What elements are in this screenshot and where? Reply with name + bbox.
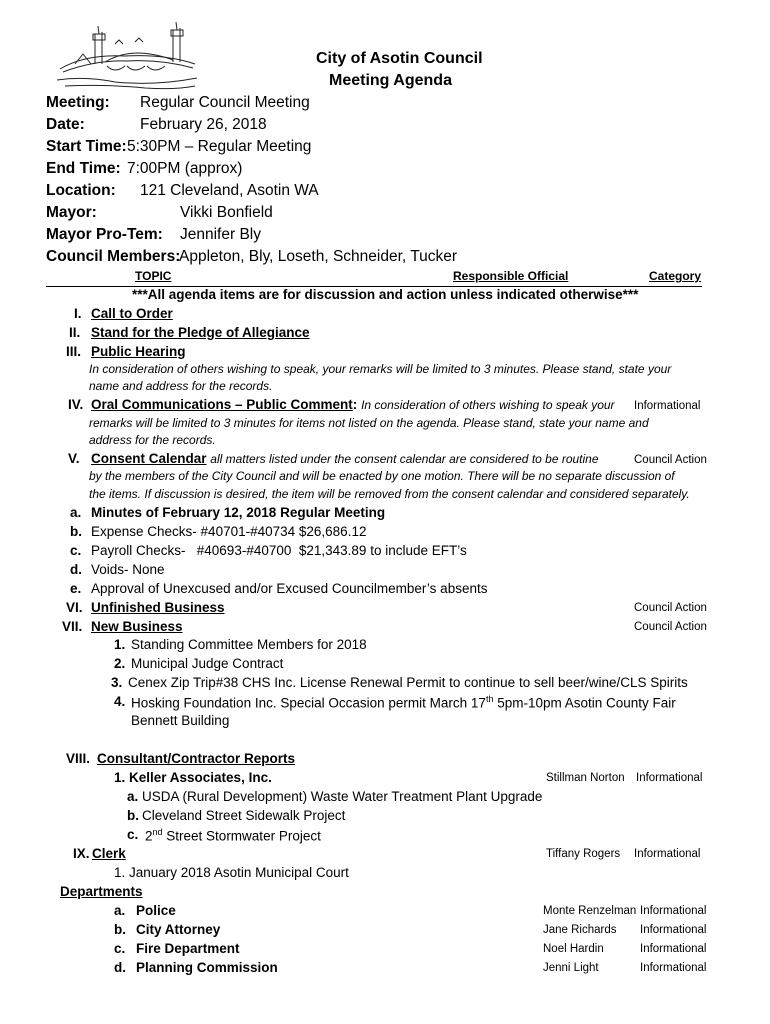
department-planning-commission: Planning Commission	[136, 960, 278, 975]
ordinal-suffix: th	[485, 694, 494, 704]
public-hearing-description: In consideration of others wishing to speak, your remarks will be limited to 3 minutes. Please stand, state your	[89, 362, 672, 376]
list-letter: c.	[114, 941, 126, 956]
new-business-item-text: Hosking Foundation Inc. Special Occasion permit March 17	[131, 695, 486, 711]
responsible-official: Stillman Norton	[546, 772, 625, 784]
department-fire: Fire Department	[136, 941, 240, 956]
location-value: 121 Cleveland, Asotin WA	[140, 182, 319, 199]
list-letter: c.	[127, 827, 139, 842]
column-header-row	[46, 268, 702, 287]
page-title: City of Asotin Council	[316, 50, 483, 67]
new-business-item	[131, 694, 676, 711]
list-letter: e.	[70, 581, 82, 596]
oral-communications-heading	[91, 397, 615, 412]
new-business-item: Cenex Zip Trip#38 CHS Inc. License Renewal Permit to continue to sell beer/wine/CLS Spirits	[128, 675, 688, 690]
consent-calendar-description: by the members of the City Council and will be enacted by one motion. There will be no separate discussion of	[89, 469, 675, 483]
item-number: VI.	[66, 600, 83, 615]
unfinished-business-heading: Unfinished Business	[91, 600, 225, 615]
category-label: Informational	[640, 962, 707, 974]
new-business-item-continued: Bennett Building	[131, 713, 230, 728]
responsible-official: Tiffany Rogers	[546, 848, 621, 860]
oral-communications-description: In consideration of others wishing to speak your	[361, 398, 615, 412]
clerk-item	[114, 865, 349, 880]
consultant-subitem	[145, 827, 321, 844]
location-label: Location:	[46, 182, 116, 199]
start-time-label: Start Time:	[46, 138, 127, 155]
list-letter: b.	[114, 922, 126, 937]
item-number: I.	[74, 306, 82, 321]
list-letter: a.	[127, 789, 139, 804]
category-label: Council Action	[634, 621, 707, 633]
consent-item-absents: Approval of Unexcused and/or Excused Councilmember’s absents	[91, 581, 488, 596]
council-members-value: Appleton, Bly, Loseth, Schneider, Tucker	[179, 248, 458, 265]
mayor-pro-tem-value: Jennifer Bly	[180, 226, 261, 243]
clerk-heading: Clerk	[92, 846, 126, 861]
list-letter: c.	[70, 543, 82, 558]
category-label: Informational	[640, 924, 707, 936]
meeting-value: Regular Council Meeting	[140, 94, 310, 111]
clerk-item-text: 1. January 2018 Asotin Municipal Court	[114, 865, 349, 880]
item-number: II.	[69, 325, 81, 340]
department-police: Police	[136, 903, 176, 918]
topic-column-header: TOPIC	[135, 269, 172, 283]
new-business-item: Municipal Judge Contract	[131, 656, 284, 671]
pledge-heading: Stand for the Pledge of Allegiance	[91, 325, 310, 340]
item-number: IV.	[68, 397, 84, 412]
mayor-value: Vikki Bonfield	[180, 204, 273, 221]
official-column-header: Responsible Official	[453, 269, 569, 283]
bridge-logo-illustration	[55, 14, 200, 92]
responsible-official: Jane Richards	[543, 924, 617, 936]
category-label: Informational	[634, 848, 701, 860]
list-letter: a.	[70, 505, 82, 520]
list-letter: d.	[70, 562, 82, 577]
responsible-official: Monte Renzelman	[543, 905, 637, 917]
call-to-order-heading: Call to Order	[91, 306, 173, 321]
mayor-pro-tem-label: Mayor Pro-Tem:	[46, 226, 163, 243]
new-business-item-text: 5pm-10pm Asotin County Fair	[493, 695, 676, 711]
list-number: 3.	[111, 675, 123, 690]
consultant-subitem: USDA (Rural Development) Waste Water Treatment Plant Upgrade	[142, 789, 543, 804]
category-label: Informational	[640, 905, 707, 917]
item-number: IX.	[73, 846, 90, 861]
consent-calendar-description: the items. If discussion is desired, the item will be removed from the consent calendar and considered separately.	[89, 487, 690, 501]
oral-communications-description: remarks will be limited to 3 minutes for items not listed on the agenda. Please stand, state your name and	[89, 416, 649, 430]
consultant-subitem-text: Street Stormwater Project	[162, 828, 321, 844]
agenda-notice: ***All agenda items are for discussion and action unless indicated otherwise***	[132, 287, 639, 302]
list-number: 2.	[114, 656, 126, 671]
consent-calendar-title: Consent Calendar	[91, 451, 207, 466]
date-value: February 26, 2018	[140, 116, 267, 133]
council-members-label: Council Members:	[46, 248, 181, 265]
start-time-value: 5:30PM – Regular Meeting	[127, 138, 312, 155]
category-label: Council Action	[634, 454, 707, 466]
category-label: Informational	[640, 943, 707, 955]
meeting-label: Meeting:	[46, 94, 110, 111]
list-letter: a.	[114, 903, 126, 918]
consent-calendar-heading	[91, 451, 599, 466]
end-time-label: End Time:	[46, 160, 121, 177]
item-number: VII.	[62, 619, 83, 634]
item-number: III.	[66, 344, 82, 359]
responsible-official: Jenni Light	[543, 962, 599, 974]
ordinal-suffix: nd	[152, 827, 163, 837]
consultant-subitem: Cleveland Street Sidewalk Project	[142, 808, 346, 823]
consultant-item: 1. Keller Associates, Inc.	[114, 770, 272, 785]
consultant-reports-heading: Consultant/Contractor Reports	[97, 751, 296, 766]
responsible-official: Noel Hardin	[543, 943, 604, 955]
public-hearing-description: name and address for the records.	[89, 379, 273, 393]
mayor-label: Mayor:	[46, 204, 97, 221]
consent-item-voids: Voids- None	[91, 562, 165, 577]
page-subtitle: Meeting Agenda	[329, 72, 452, 89]
end-time-value: 7:00PM (approx)	[127, 160, 243, 177]
list-letter: b.	[127, 808, 139, 823]
oral-communications-colon: :	[352, 397, 358, 412]
departments-heading: Departments	[60, 884, 143, 899]
list-letter: d.	[114, 960, 126, 975]
department-city-attorney: City Attorney	[136, 922, 221, 937]
consent-calendar-description: all matters listed under the consent calendar are considered to be routine	[210, 452, 599, 466]
item-number: V.	[68, 451, 80, 466]
consent-item-minutes: Minutes of February 12, 2018 Regular Meeting	[91, 505, 386, 520]
category-label: Informational	[634, 400, 701, 412]
consent-item-expense-checks: Expense Checks- #40701-#40734 $26,686.12	[91, 524, 367, 539]
category-column-header: Category	[649, 269, 702, 283]
list-letter: b.	[70, 524, 82, 539]
consent-item-payroll-checks: Payroll Checks- #40693-#40700 $21,343.89 to include EFT’s	[91, 543, 467, 558]
category-label: Informational	[636, 772, 703, 784]
category-label: Council Action	[634, 602, 707, 614]
oral-communications-description: address for the records.	[89, 433, 216, 447]
new-business-heading: New Business	[91, 619, 183, 634]
oral-communications-title: Oral Communications – Public Comment	[91, 397, 353, 412]
new-business-item: Standing Committee Members for 2018	[131, 637, 367, 652]
public-hearing-heading: Public Hearing	[91, 344, 186, 359]
list-number: 4.	[114, 694, 126, 709]
list-number: 1.	[114, 637, 126, 652]
item-number: VIII.	[66, 751, 91, 766]
consultant-subitem-text: 2	[145, 828, 153, 844]
date-label: Date:	[46, 116, 85, 133]
